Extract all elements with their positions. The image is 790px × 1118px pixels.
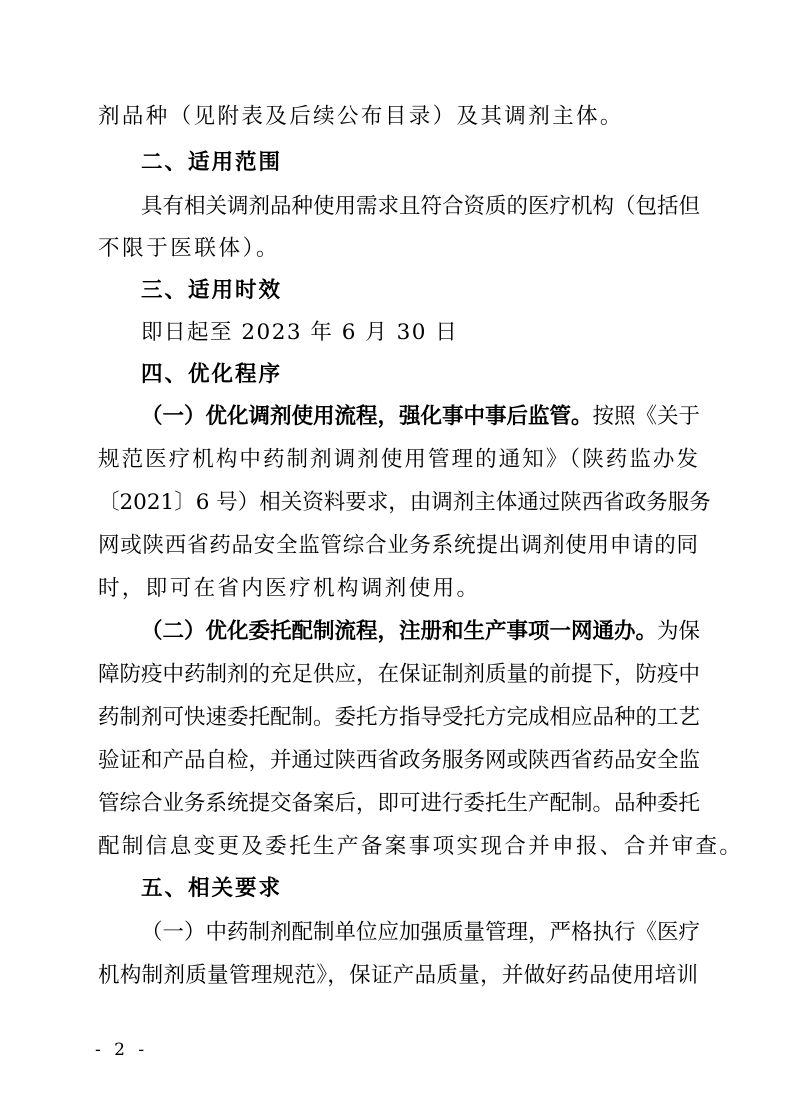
paragraph-line: 配制信息变更及委托生产备案事项实现合并申报、合并审查。 — [98, 834, 744, 859]
paragraph-line: 规范医疗机构中药制剂调剂使用管理的通知》（陕药监办发 — [98, 447, 698, 472]
page-number: - 2 - — [95, 1040, 149, 1060]
section-heading-scope: 二、适用范围 — [141, 150, 283, 175]
section-heading-requirements: 五、相关要求 — [141, 876, 283, 901]
paragraph-line: 即日起至 2023 年 6 月 30 日 — [141, 320, 459, 345]
paragraph-line: 〔2021〕6 号）相关资料要求，由调剂主体通过陕西省政务服务 — [98, 490, 711, 515]
paragraph-line: 药制剂可快速委托配制。委托方指导受托方完成相应品种的工艺 — [98, 705, 701, 730]
paragraph-text: 为保 — [657, 619, 701, 644]
paragraph-line — [141, 617, 701, 647]
section-heading-validity: 三、适用时效 — [141, 278, 283, 303]
paragraph-line — [141, 402, 701, 432]
section-heading-procedure: 四、优化程序 — [141, 362, 283, 387]
paragraph-line: 障防疫中药制剂的充足供应，在保证制剂质量的前提下，防疫中 — [98, 662, 701, 687]
paragraph-line: 不限于医联体）。 — [98, 236, 281, 261]
paragraph-text: 按照《关于 — [592, 404, 701, 429]
paragraph-line: 剂品种（见附表及后续公布目录）及其调剂主体。 — [98, 104, 624, 129]
paragraph-line: 时，即可在省内医疗机构调剂使用。 — [98, 576, 481, 601]
subheading-bold: （二）优化委托配制流程，注册和生产事项一网通办。 — [141, 619, 658, 644]
paragraph-line: 机构制剂质量管理规范》，保证产品质量，并做好药品使用培训 — [98, 963, 698, 988]
paragraph-line: 管综合业务系统提交备案后，即可进行委托生产配制。品种委托 — [98, 791, 701, 816]
paragraph-line: （一）中药制剂配制单位应加强质量管理，严格执行《医疗 — [141, 920, 701, 945]
paragraph-line: 验证和产品自检，并通过陕西省政务服务网或陕西省药品安全监 — [98, 748, 701, 773]
subheading-bold: （一）优化调剂使用流程，强化事中事后监管。 — [141, 404, 593, 429]
paragraph-line: 具有相关调剂品种使用需求且符合资质的医疗机构（包括但 — [141, 194, 701, 219]
paragraph-line: 网或陕西省药品安全监管综合业务系统提出调剂使用申请的同 — [98, 533, 698, 558]
